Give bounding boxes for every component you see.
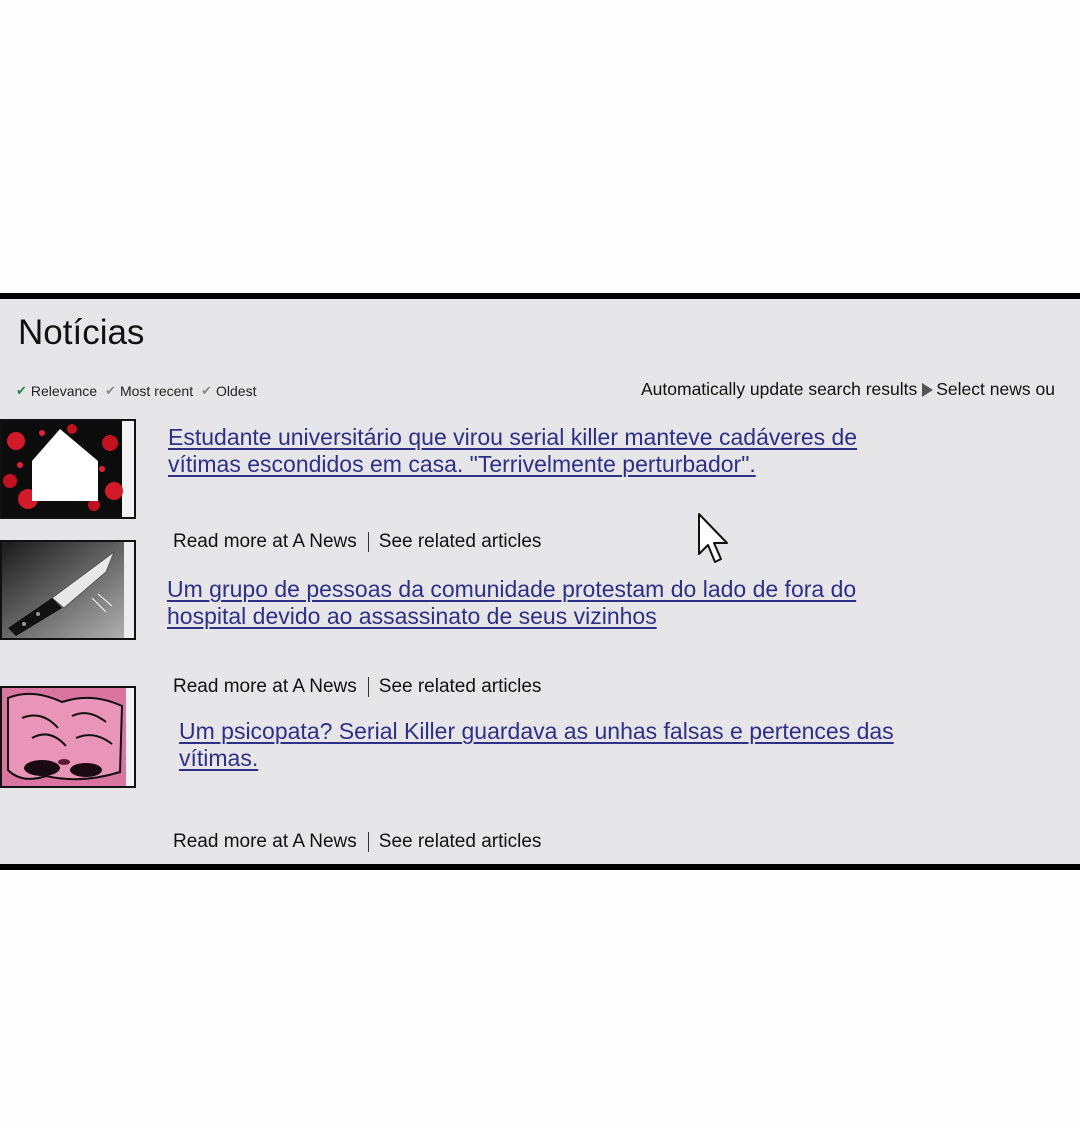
article-headline-3[interactable]: Um psicopata? Serial Killer guardava as unhas falsas e pertences das vítimas. xyxy=(179,718,894,771)
article-thumbnail-3[interactable] xyxy=(0,686,136,788)
play-arrow-icon xyxy=(922,383,933,397)
divider xyxy=(368,677,369,697)
mouse-cursor-icon xyxy=(697,512,731,564)
auto-update-toggle[interactable]: Automatically update search results xyxy=(641,379,918,399)
article-thumbnail-2[interactable] xyxy=(0,540,136,640)
news-panel xyxy=(0,293,1080,870)
related-articles-link-3[interactable]: See related articles xyxy=(378,831,542,852)
article-thumbnail-1[interactable] xyxy=(0,419,136,519)
read-more-link-1[interactable]: Read more at A News xyxy=(173,531,357,552)
article-meta-2 xyxy=(173,676,541,698)
check-icon: ✔ xyxy=(105,383,116,398)
sort-options xyxy=(16,383,260,399)
related-articles-link-2[interactable]: See related articles xyxy=(378,676,542,697)
divider xyxy=(368,832,369,852)
check-icon: ✔ xyxy=(16,383,27,398)
article-headline-2[interactable]: Um grupo de pessoas da comunidade protestam do lado de fora do hospital devido ao assassinato de seus vizinhos xyxy=(167,576,857,629)
page-title: Notícias xyxy=(18,313,145,352)
sort-oldest[interactable]: Oldest xyxy=(216,383,257,399)
select-news-button[interactable]: Select news ou xyxy=(936,379,1055,399)
article-headline-1[interactable]: Estudante universitário que virou serial killer manteve cadáveres de vítimas escondidos em casa. "Terrivelmente perturbador". xyxy=(168,424,858,477)
read-more-link-2[interactable]: Read more at A News xyxy=(173,676,357,697)
read-more-link-3[interactable]: Read more at A News xyxy=(173,831,357,852)
sort-most-recent[interactable]: Most recent xyxy=(119,383,194,399)
divider xyxy=(368,532,369,552)
knife-icon xyxy=(2,542,134,638)
article-meta-1 xyxy=(173,531,541,553)
house-blood-icon xyxy=(2,421,134,517)
sort-relevance[interactable]: Relevance xyxy=(30,383,98,399)
hands-nails-icon xyxy=(2,688,134,786)
update-controls xyxy=(641,379,1055,400)
related-articles-link-1[interactable]: See related articles xyxy=(378,531,542,552)
article-meta-3 xyxy=(173,831,541,853)
check-icon: ✔ xyxy=(201,383,213,398)
